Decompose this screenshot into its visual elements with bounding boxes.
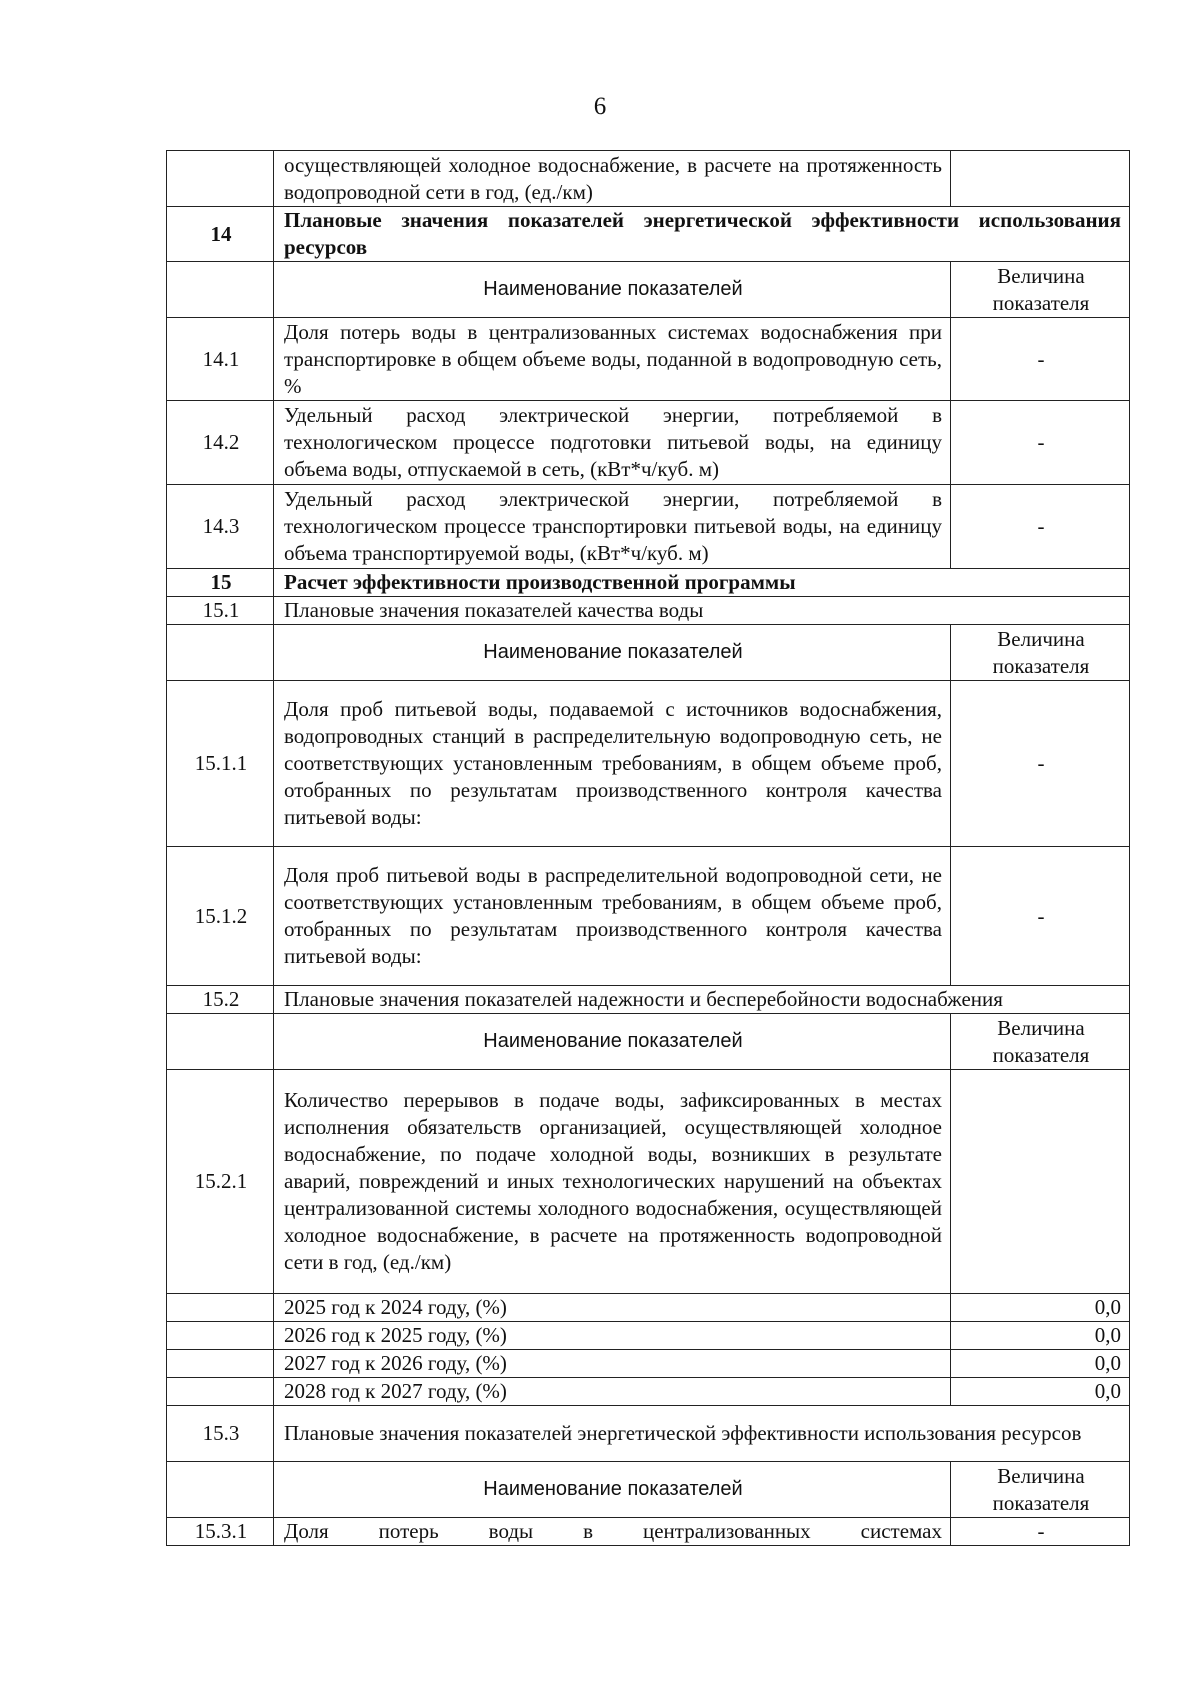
- table-row: [167, 847, 1130, 986]
- column-header-name: Наименование показателей: [274, 262, 951, 318]
- row-text-cell: Количество перерывов в подаче воды, зафиксированных в местах исполнения обязательств организацией, осуществляющей холодное водоснабжение, по подаче холодной воды, возникших в результате аварий, повреждений и иных технологических нарушений на объектах централизованной системы холодного водоснабжения, осуществляющей холодное водоснабжение, в расчете на протяженность водопроводной сети в год, (ед./км): [274, 1070, 951, 1294]
- row-value-cell: -: [951, 681, 1130, 847]
- page-number: 6: [593, 93, 607, 120]
- row-number-cell: [167, 1378, 274, 1406]
- row-text-cell: Доля потерь воды в централизованных системах: [274, 1518, 951, 1546]
- indicators-table: [166, 150, 1130, 1546]
- row-number-cell: [167, 151, 274, 207]
- section-row: [167, 569, 1130, 597]
- row-number: 14.3: [167, 485, 274, 569]
- subsection-title: Плановые значения показателей энергетической эффективности использования ресурсов: [274, 1406, 1130, 1462]
- section-title: Расчет эффективности производственной программы: [274, 569, 1130, 597]
- row-text-cell: Доля проб питьевой воды в распределительной водопроводной сети, не соответствующих установленным требованиям, в общем объеме проб, отобранных по результатам производственного контроля качества питьевой воды:: [274, 847, 951, 986]
- year-label: 2027 год к 2026 году, (%): [274, 1350, 951, 1378]
- column-header-value: Величина показателя: [951, 1014, 1130, 1070]
- row-number: 14.1: [167, 318, 274, 401]
- subsection-row: [167, 986, 1130, 1014]
- subsection-row: [167, 1406, 1130, 1462]
- row-text-cell: Доля потерь воды в централизованных системах водоснабжения при транспортировке в общем объеме воды, поданной в водопроводную сеть, %: [274, 318, 951, 401]
- row-number: 15.2.1: [167, 1070, 274, 1294]
- subsection-number: 15.1: [167, 597, 274, 625]
- row-value-cell: -: [951, 318, 1130, 401]
- column-header-row: [167, 262, 1130, 318]
- subsection-title: Плановые значения показателей качества воды: [274, 597, 1130, 625]
- table-row: [167, 485, 1130, 569]
- column-header-row: [167, 625, 1130, 681]
- table-row: [167, 1070, 1130, 1294]
- year-value: 0,0: [951, 1322, 1130, 1350]
- row-value-cell: -: [951, 847, 1130, 986]
- subsection-number: 15.3: [167, 1406, 274, 1462]
- row-value-cell: -: [951, 485, 1130, 569]
- row-number: 15.3.1: [167, 1518, 274, 1546]
- year-row: [167, 1322, 1130, 1350]
- row-number-cell: [167, 1294, 274, 1322]
- table-row: [167, 401, 1130, 485]
- row-text-cell: Удельный расход электрической энергии, потребляемой в технологическом процессе транспортировки питьевой воды, на единицу объема транспортируемой воды, (кВт*ч/куб. м): [274, 485, 951, 569]
- table-row: [167, 318, 1130, 401]
- year-label: 2025 год к 2024 году, (%): [274, 1294, 951, 1322]
- year-row: [167, 1378, 1130, 1406]
- section-row: [167, 207, 1130, 262]
- year-value: 0,0: [951, 1294, 1130, 1322]
- column-header-row: [167, 1462, 1130, 1518]
- section-title: Плановые значения показателей энергетической эффективности использования ресурсов: [274, 207, 1130, 262]
- row-value-cell: [951, 151, 1130, 207]
- year-label: 2026 год к 2025 году, (%): [274, 1322, 951, 1350]
- row-number: 15.1.1: [167, 681, 274, 847]
- section-number: 14: [167, 207, 274, 262]
- row-value-cell: -: [951, 1518, 1130, 1546]
- row-text-cell: Доля проб питьевой воды, подаваемой с источников водоснабжения, водопроводных станций в распределительную водопроводную сеть, не соответствующих установленным требованиям, в общем объеме проб, отобранных по результатам производственного контроля качества питьевой воды:: [274, 681, 951, 847]
- year-value: 0,0: [951, 1350, 1130, 1378]
- table-row: [167, 151, 1130, 207]
- section-number: 15: [167, 569, 274, 597]
- column-header-value: Величина показателя: [951, 1462, 1130, 1518]
- row-number-cell: [167, 1322, 274, 1350]
- row-number-cell: [167, 1350, 274, 1378]
- table-row: [167, 1518, 1130, 1546]
- subsection-title: Плановые значения показателей надежности и бесперебойности водоснабжения: [274, 986, 1130, 1014]
- column-header-value: Величина показателя: [951, 262, 1130, 318]
- column-header-name: Наименование показателей: [274, 625, 951, 681]
- year-row: [167, 1350, 1130, 1378]
- year-value: 0,0: [951, 1378, 1130, 1406]
- row-value-cell: -: [951, 401, 1130, 485]
- column-header-value: Величина показателя: [951, 625, 1130, 681]
- column-header-name: Наименование показателей: [274, 1014, 951, 1070]
- row-number: 14.2: [167, 401, 274, 485]
- year-row: [167, 1294, 1130, 1322]
- row-number-cell: [167, 1014, 274, 1070]
- row-text-cell: Удельный расход электрической энергии, потребляемой в технологическом процессе подготовки питьевой воды, на единицу объема воды, отпускаемой в сеть, (кВт*ч/куб. м): [274, 401, 951, 485]
- row-number: 15.1.2: [167, 847, 274, 986]
- row-value-cell: [951, 1070, 1130, 1294]
- table-row: [167, 681, 1130, 847]
- row-number-cell: [167, 1462, 274, 1518]
- year-label: 2028 год к 2027 году, (%): [274, 1378, 951, 1406]
- subsection-number: 15.2: [167, 986, 274, 1014]
- column-header-name: Наименование показателей: [274, 1462, 951, 1518]
- row-number-cell: [167, 262, 274, 318]
- row-text-cell: осуществляющей холодное водоснабжение, в расчете на протяженность водопроводной сети в год, (ед./км): [274, 151, 951, 207]
- row-number-cell: [167, 625, 274, 681]
- subsection-row: [167, 597, 1130, 625]
- column-header-row: [167, 1014, 1130, 1070]
